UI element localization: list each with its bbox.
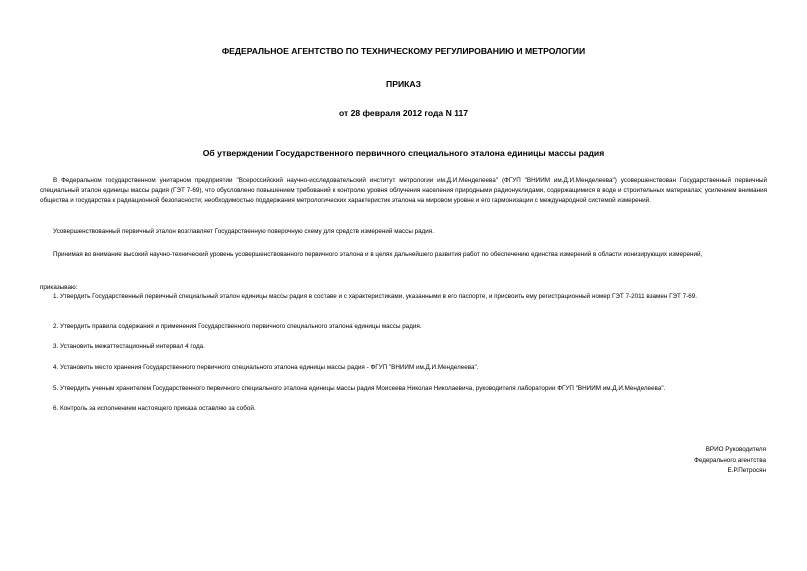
paragraph-preamble — [40, 176, 767, 206]
document-type: ПРИКАЗ — [386, 79, 421, 89]
paragraph-preamble-text: В Федеральном государственном унитарном предприятии "Всероссийский научно-исследовательский институт метрологии им.Д.И.Менделеева" (ФГУП "ВНИИМ им.Д.И.Менделеева") усовершенствован Государственный первичный специальный эталон единицы массы радия (ГЭТ 7-69), что обусловлено повышением требований к контролю уровня облучения населения природными радионуклидами, содержащимися в воде и строительных материалах; усилением внимания общества и государства к радиационной безопасности; необходимостью поддержания метрологических характеристик эталона на мировом уровне и его гармонизации с международной системой измерений. — [40, 177, 767, 204]
order-word: приказываю: — [40, 284, 78, 291]
order-item-1 — [40, 292, 767, 302]
order-item-4 — [40, 363, 767, 373]
signature-position-line1: ВРИО Руководителя — [705, 446, 766, 453]
agency-title: ФЕДЕРАЛЬНОЕ АГЕНТСТВО ПО ТЕХНИЧЕСКОМУ РЕГУЛИРОВАНИЮ И МЕТРОЛОГИИ — [221, 46, 586, 56]
signature-name: Е.Р.Петросян — [727, 467, 766, 474]
order-item-3 — [40, 342, 767, 352]
paragraph-considering-text: Принимая во внимание высокий научно-технический уровень усовершенствованного первичного эталона и в целях дальнейшего развития работ по обеспечению единства измерений в области ионизирующих измерений, — [53, 251, 703, 258]
order-item-6 — [40, 404, 767, 414]
order-item-6-text: 6. Контроль за исполнением настоящего приказа оставляю за собой. — [53, 405, 256, 412]
order-item-4-text: 4. Установить место хранения Государственного первичного специального эталона единицы массы радия - ФГУП "ВНИИМ им.Д.И.Менделеева". — [53, 364, 479, 371]
order-item-1-text: 1. Утвердить Государственный первичный специальный эталон единицы массы радия в составе и с характеристиками, указанными в его паспорте, и присвоить ему регистрационный номер ГЭТ 7-2011 взамен ГЭТ 7-69. — [53, 293, 697, 300]
paragraph-standard-scheme-text: Усовершенствованный первичный эталон возглавляет Государственную поверочную схему для средств измерений массы радия. — [53, 228, 434, 235]
document-date-number: от 28 февраля 2012 года N 117 — [338, 108, 469, 118]
paragraph-standard-scheme — [40, 227, 767, 237]
order-item-2-text: 2. Утвердить правила содержания и применения Государственного первичного специального эталона единицы массы радия. — [53, 323, 422, 330]
order-item-5 — [40, 384, 767, 394]
paragraph-considering — [40, 250, 767, 260]
signature-position-line2: Федерального агентства — [694, 457, 766, 464]
document-subject: Об утверждении Государственного первичного специального эталона единицы массы радия — [202, 148, 605, 158]
order-item-3-text: 3. Установить межаттестационный интервал 4 года. — [53, 343, 205, 350]
order-item-5-text: 5. Утвердить ученым хранителем Государственного первичного специального эталона единицы массы радия Моисеева Николая Николаевича, руководителя лаборатории ФГУП "ВНИИМ им.Д.И.Менделеева". — [53, 385, 666, 392]
order-item-2 — [40, 322, 767, 332]
